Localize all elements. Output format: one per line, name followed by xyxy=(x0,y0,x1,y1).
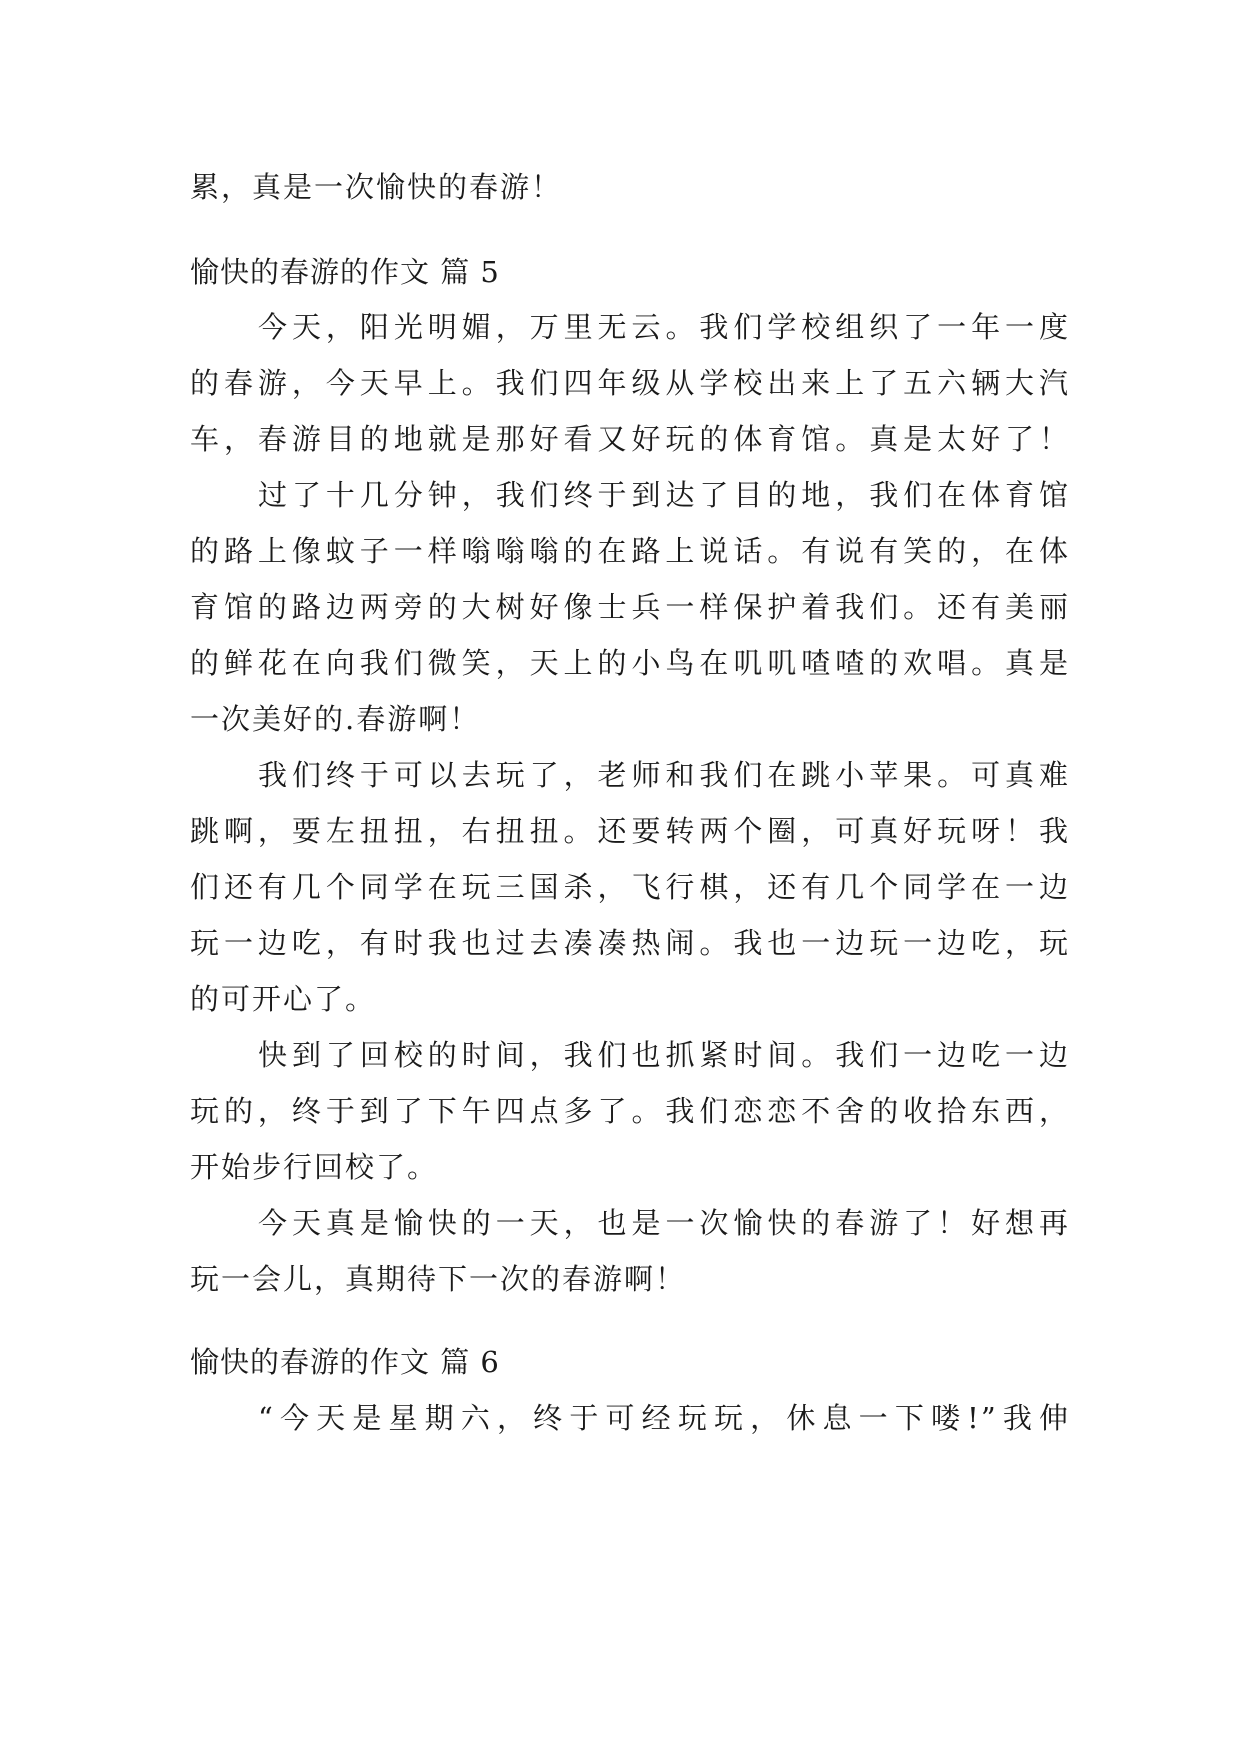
section-heading-5: 愉快的春游的作文 篇 5 xyxy=(190,255,500,289)
paragraph-line: 的可开心了。 xyxy=(190,982,377,1016)
paragraph-line: 育馆的路边两旁的大树好像士兵一样保护着我们。还有美丽 xyxy=(190,590,1070,624)
paragraph-line: 玩的，终于到了下午四点多了。我们恋恋不舍的收拾东西， xyxy=(190,1094,1070,1128)
paragraph-line: 的春游，今天早上。我们四年级从学校出来上了五六辆大汽 xyxy=(190,366,1070,400)
paragraph-line: 的鲜花在向我们微笑，天上的小鸟在叽叽喳喳的欢唱。真是 xyxy=(190,646,1070,680)
paragraph-line: “今天是星期六，终于可经玩玩，休息一下喽!”我伸 xyxy=(258,1401,1070,1435)
paragraph-line: 我们终于可以去玩了，老师和我们在跳小苹果。可真难 xyxy=(258,758,1070,792)
paragraph-line: 开始步行回校了。 xyxy=(190,1150,439,1184)
paragraph-line: 们还有几个同学在玩三国杀，飞行棋，还有几个同学在一边 xyxy=(190,870,1070,904)
paragraph-line: 玩一会儿，真期待下一次的春游啊！ xyxy=(190,1262,687,1296)
paragraph-line: 过了十几分钟，我们终于到达了目的地，我们在体育馆 xyxy=(258,478,1070,512)
paragraph-line: 的路上像蚊子一样嗡嗡嗡的在路上说话。有说有笑的，在体 xyxy=(190,534,1070,568)
paragraph-line: 快到了回校的时间，我们也抓紧时间。我们一边吃一边 xyxy=(258,1038,1070,1072)
text-line: 累，真是一次愉快的春游！ xyxy=(190,170,563,204)
paragraph-line: 车，春游目的地就是那好看又好玩的体育馆。真是太好了！ xyxy=(190,422,1070,456)
paragraph-line: 一次美好的.春游啊！ xyxy=(190,702,481,736)
paragraph-line: 玩一边吃，有时我也过去凑凑热闹。我也一边玩一边吃，玩 xyxy=(190,926,1070,960)
section-heading-6: 愉快的春游的作文 篇 6 xyxy=(190,1345,500,1379)
paragraph-line: 跳啊，要左扭扭，右扭扭。还要转两个圈，可真好玩呀！我 xyxy=(190,814,1070,848)
paragraph-line: 今天，阳光明媚，万里无云。我们学校组织了一年一度 xyxy=(258,310,1070,344)
paragraph-line: 今天真是愉快的一天，也是一次愉快的春游了！好想再 xyxy=(258,1206,1070,1240)
